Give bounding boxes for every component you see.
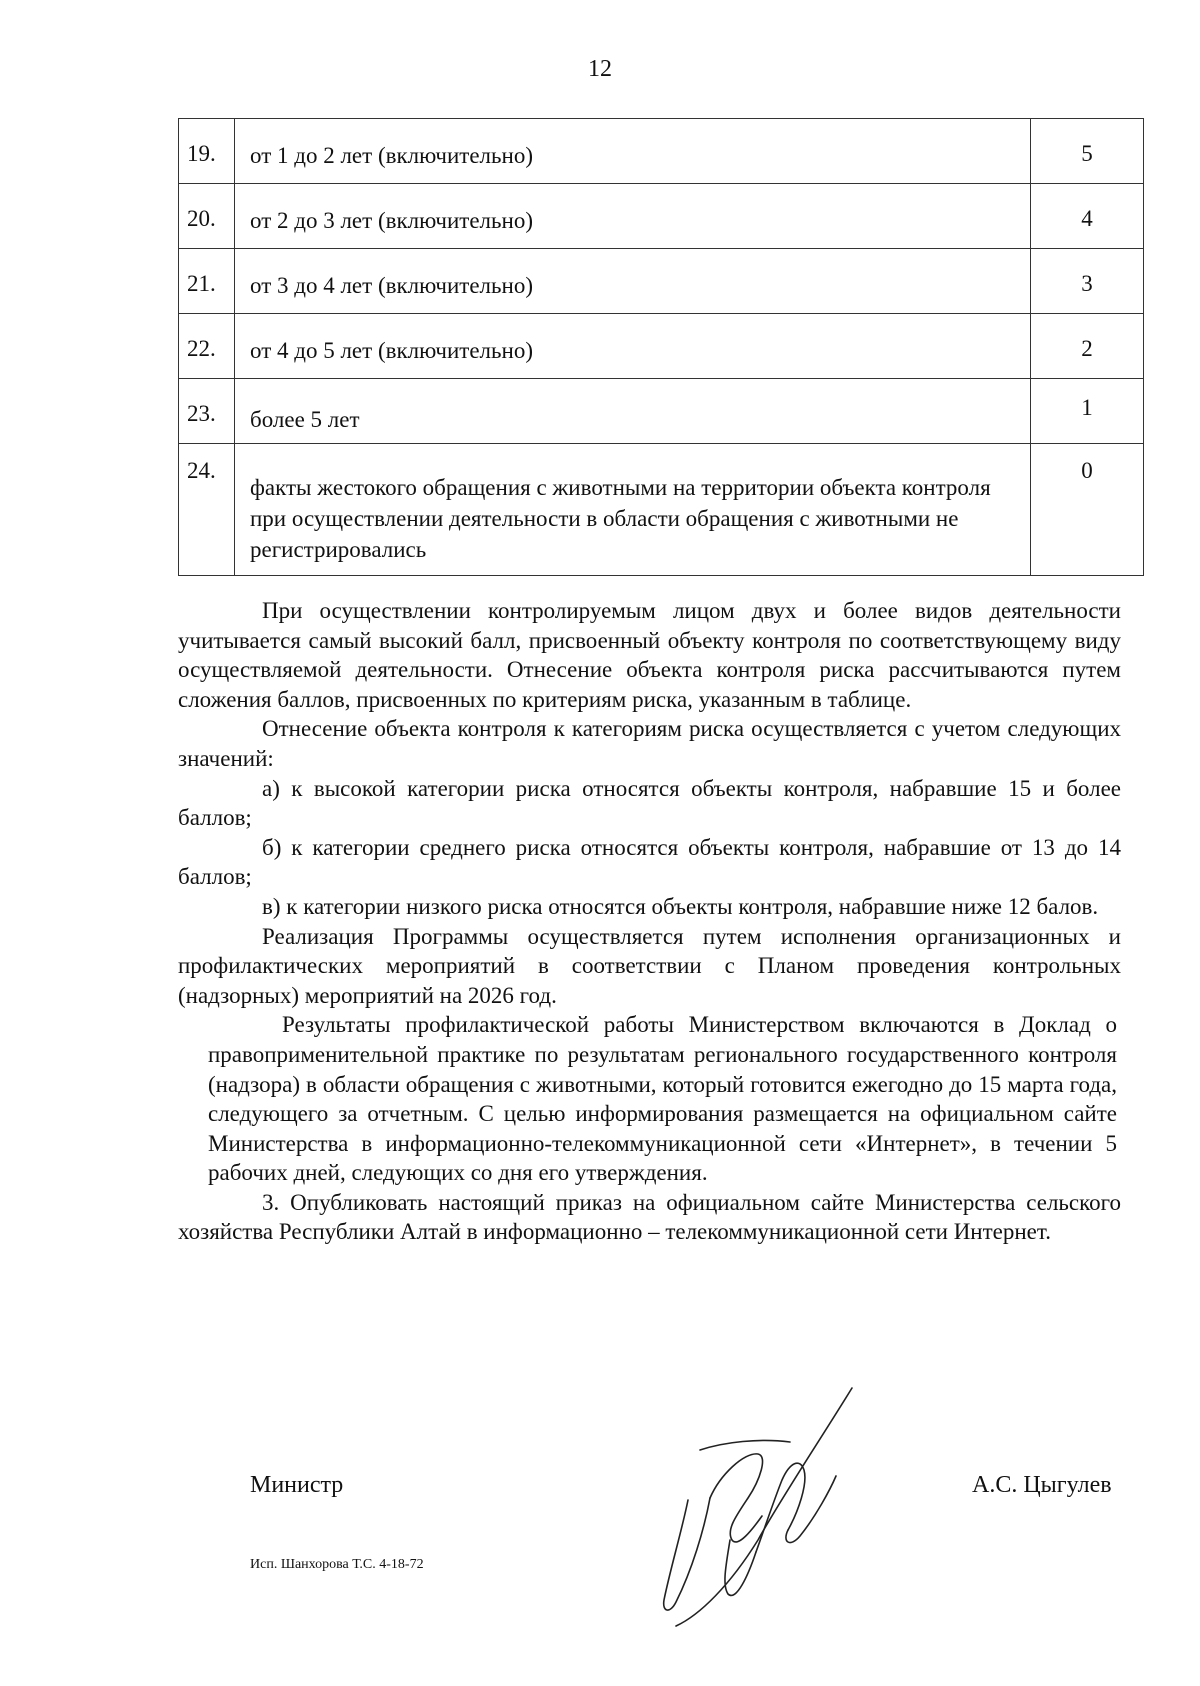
executor-note: Исп. Шанхорова Т.С. 4-18-72: [250, 1557, 424, 1572]
paragraph: б) к категории среднего риска относятся объекты контроля, набравшие от 13 до 14 баллов;: [178, 834, 1121, 890]
risk-criteria-table: [178, 118, 1144, 576]
row-number: 23.: [179, 379, 235, 444]
criterion-text: от 1 до 2 лет (включительно): [235, 119, 1031, 184]
paragraph: в) к категории низкого риска относятся объекты контроля, набравшие ниже 12 балов.: [262, 893, 1099, 919]
paragraph: Реализация Программы осуществляется путем исполнения организационных и профилактических мероприятий в соответствии с Планом проведения контрольных (надзорных) мероприятий на 2026 год.: [178, 923, 1121, 1008]
criterion-text: от 3 до 4 лет (включительно): [235, 249, 1031, 314]
score-value: 2: [1031, 314, 1144, 379]
paragraph: При осуществлении контролируемым лицом двух и более видов деятельности учитывается самый высокий балл, присвоенный объекту контроля по соответствующему виду осуществляемой деятельности. Отнесение объекта контроля риска рассчитываются путем сложения баллов, присвоенных по критериям риска, указанным в таблице.: [178, 598, 1121, 712]
signatory-name: А.С. Цыгулев: [972, 1472, 1112, 1498]
signatory-title: Министр: [250, 1472, 344, 1498]
handwritten-signature: [640, 1380, 880, 1630]
row-number: 22.: [179, 314, 235, 379]
paragraph: 3. Опубликовать настоящий приказ на официальном сайте Министерства сельского хозяйства Республики Алтай в информационно – телекоммуникационной сети Интернет.: [178, 1189, 1121, 1245]
table-row: [179, 379, 1144, 444]
table-row: [179, 249, 1144, 314]
criterion-text: более 5 лет: [235, 379, 1031, 444]
criterion-text: от 4 до 5 лет (включительно): [235, 314, 1031, 379]
row-number: 20.: [179, 184, 235, 249]
row-number: 21.: [179, 249, 235, 314]
row-number: 24.: [179, 444, 235, 576]
paragraph: а) к высокой категории риска относятся объекты контроля, набравшие 15 и более баллов;: [178, 775, 1121, 831]
table-row: [179, 314, 1144, 379]
score-value: 5: [1031, 119, 1144, 184]
table-row: [179, 119, 1144, 184]
score-value: 3: [1031, 249, 1144, 314]
score-value: 1: [1031, 379, 1144, 444]
order-body-text: [178, 596, 1121, 1247]
table-row: [179, 444, 1144, 576]
criterion-text: от 2 до 3 лет (включительно): [235, 184, 1031, 249]
score-value: 4: [1031, 184, 1144, 249]
criterion-text: факты жестокого обращения с животными на территории объекта контроля при осуществлении деятельности в области обращения с животными не регистрировались: [235, 444, 1031, 576]
row-number: 19.: [179, 119, 235, 184]
table-row: [179, 184, 1144, 249]
page-number: 12: [588, 56, 612, 82]
paragraph: Результаты профилактической работы Министерством включаются в Доклад о правоприменительной практике по результатам регионального государственного контроля (надзора) в области обращения с животными, который готовится ежегодно до 15 марта года, следующего за отчетным. С целью информирования размещается на официальном сайте Министерства в информационно-телекоммуникационной сети «Интернет», в течении 5 рабочих дней, следующих со дня его утверждения.: [208, 1012, 1117, 1186]
paragraph: Отнесение объекта контроля к категориям риска осуществляется с учетом следующих значений:: [178, 716, 1121, 771]
score-value: 0: [1031, 444, 1144, 576]
